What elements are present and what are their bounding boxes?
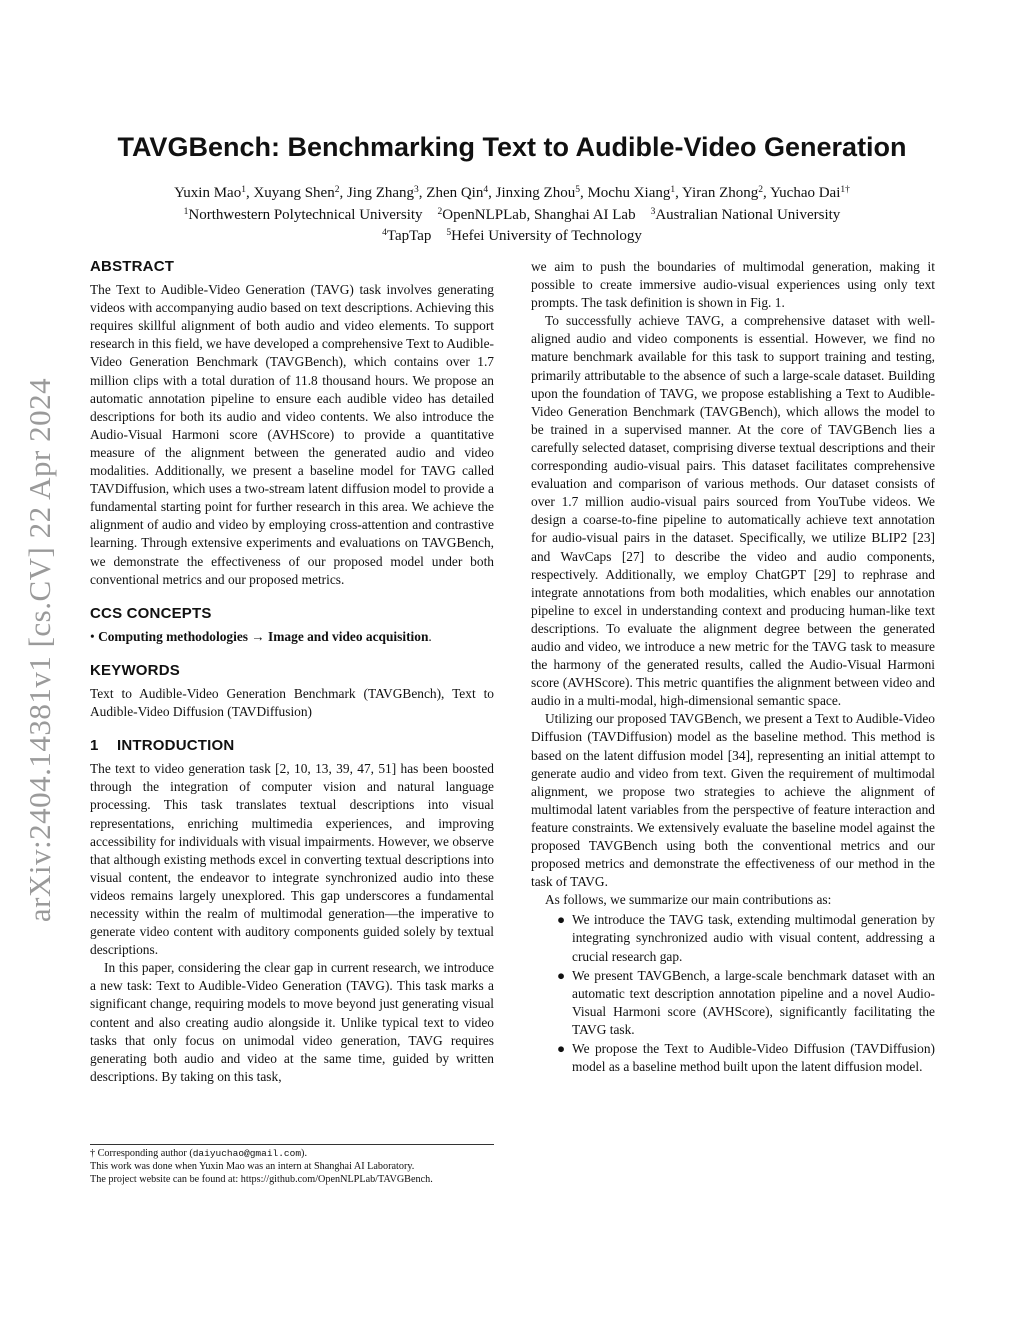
affiliation-name: Hefei University of Technology [451,228,642,244]
author-name: , Jinxing Zhou [488,185,576,201]
footnote-internship: This work was done when Yuxin Mao was an intern at Shanghai AI Laboratory. [90,1161,415,1173]
bullet-icon: ● [557,1041,566,1057]
author-list [40,183,984,205]
corresponding-email: daiyuchao@gmail.com [192,1148,302,1159]
footnote-text: † Corresponding author ( [90,1148,193,1159]
list-item [531,1040,935,1076]
affiliation-sup: 1 [183,206,189,217]
affiliation-sup: 2 [437,206,443,217]
section-title: INTRODUCTION [117,737,235,755]
right-column [531,258,935,1077]
left-column [90,258,494,1086]
affiliation-sup: 5 [446,228,452,238]
arxiv-stamp-text: arXiv:2404.14381v1 [cs.CV] 22 Apr 2024 [22,377,58,923]
ccs-item [90,628,494,646]
author-sup: 1† [840,185,850,195]
author-name: , Jing Zhang [339,185,415,201]
affiliation-name: Northwestern Polytechnical University [188,206,423,223]
author-sup: 2 [758,185,764,195]
author-sup: 1 [241,185,246,195]
section-number: 1 [90,737,99,755]
contribution-text: We introduce the TAVG task, extending multimodal generation by integrating synchronized audio with visual content, addressing a crucial research gap. [572,912,935,964]
keywords-text: Text to Audible-Video Generation Benchmark (TAVGBench), Text to Audible-Video Diffusion (TAVDiffusion) [90,685,494,720]
affiliation-sup: 4 [382,228,387,238]
affiliation-line-2 [40,226,984,248]
author-sup: 4 [483,185,489,195]
keywords-heading: KEYWORDS [90,661,180,679]
footnotes [90,1147,510,1187]
intro-paragraph-3: To successfully achieve TAVG, a comprehensive dataset with well-aligned audio and video components is essential. However, we find no mature benchmark available for this task to support training and testing, primarily attributable to the absence of such a large-scale dataset. Building upon the foundation of TAVG, we propose establishing a Text to Audible-Video Generation Benchmark (TAVGBench), which allows the model to be trained in a supervised manner. At the core of TAVGBench lies a carefully selected dataset, comprising diverse textual descriptions and their corresponding audio-visual pairs. This dataset facilitates comprehensive evaluation and comparison of various methods. Our dataset consists of over 1.7 million audio-visual pairs sourced from YouTube videos. We design a coarse-to-fine pipeline to automatically achieve text annotation for audio-visual pairs in the dataset. Specifically, we utilize BLIP2 [23] and WavCaps [27] to describe the video and audio components, respectively. Additionally, we employ ChatGPT [29] to rephrase and integrate annotations from both modalities, which enables our annotation pipeline to excel in understanding context and producing human-like text descriptions. To evaluate the alignment degree between the generated audio and video, we introduce a new metric for the TAVG task to measure the harmony of the generated results, called the Audio-Visual Harmoni score (AVHScore). This metric quantifies the alignment between video and audio in a multi-modal, high-dimensional semantic space. [531,313,935,709]
abstract-text: The Text to Audible-Video Generation (TAVG) task involves generating videos with accompanying audio based on text descriptions. Achieving this requires skillful alignment of both audio and video elements. To support research in this field, we have developed a comprehensive Text to Audible-Video Generation Benchmark (TAVGBench), which contains over 1.7 million clips with a total duration of 11.8 thousand hours. We propose an automatic annotation pipeline to ensure each audible video has detailed descriptions for both its audio and video contents. We also introduce the Audio-Visual Harmoni score (AVHScore) to provide a quantitative measure of the alignment between the generated audio and video modalities. Additionally, we present a baseline model for TAVG called TAVDiffusion, which uses a two-stream latent diffusion model to provide a fundamental starting point for further research in this area. We achieve the alignment of audio and video by employing cross-attention and contrastive learning. Through extensive experiments and evaluations on TAVGBench, we demonstrate the effectiveness of our proposed model under both conventional metrics and our proposed metrics. [90,282,494,587]
abstract-heading: ABSTRACT [90,258,175,275]
contribution-list [531,911,935,1076]
list-item [531,967,935,1039]
footnote-divider [90,1144,494,1145]
author-name: Yuxin Mao [174,185,242,201]
intro-paragraph-2: In this paper, considering the clear gap in current research, we introduce a new task: Text to Audible-Video Generation (TAVG). This task marks a significant change, requiring models to move beyond just generating visual content and also creating audio alongside it. Unlike typical text to video tasks that only focus on unimodal video generation, TAVG requires generating both audio and video at the same time, guided by written descriptions. By taking on this task, [90,960,494,1084]
contribution-text: We propose the Text to Audible-Video Diffusion (TAVDiffusion) model as a baseline method built upon the latent diffusion model. [572,1041,935,1075]
author-sup: 2 [334,185,340,195]
author-sup: 3 [414,185,419,195]
intro-paragraph-5: As follows, we summarize our main contributions as: [545,892,832,908]
footnote-project-website: The project website can be found at: https://github.com/OpenNLPLab/TAVGBench. [90,1174,433,1186]
intro-paragraph-2-continued: we aim to push the boundaries of multimodal generation, making it possible to create immersive audio-visual experiences using only text prompts. The task definition is shown in Fig. 1. [531,259,935,311]
author-sup: 5 [575,185,580,195]
affiliation-name: TapTap [386,228,432,244]
ccs-concept: Computing methodologies → Image and video acquisition [98,628,429,644]
affiliation-name: OpenNLPLab, Shanghai AI Lab [442,206,636,223]
affiliation-sup: 3 [650,206,656,217]
bullet-icon: ● [557,967,566,983]
affiliation-name: Australian National University [655,206,841,223]
list-item [531,911,935,965]
ccs-bullet: • [90,628,95,644]
author-name: , Zhen Qin [418,185,484,201]
intro-paragraph-4: Utilizing our proposed TAVGBench, we present a Text to Audible-Video Diffusion (TAVDiffusion) model as the baseline method. This method is based on the latent diffusion model [34], representing an initial attempt to generate audio and video from text. Given the requirement of multimodal alignment, we propose two strategies to achieve the alignment of multimodal latent variables from the perspective of feature interaction and feature constraints. We extensively evaluate the baseline model against the proposed TAVGBench using both the conventional metrics and our proposed metrics and demonstrate the effectiveness of our method in the task of TAVG. [531,711,935,890]
footnote-corresponding [90,1147,510,1160]
author-name: , Mochu Xiang [579,185,671,201]
author-block [40,183,984,248]
ccs-heading: CCS CONCEPTS [90,604,212,622]
footnote-text: ). [301,1148,307,1159]
author-sup: 1 [670,185,676,195]
ccs-period: . [428,628,432,644]
intro-heading [90,737,494,755]
contribution-text: We present TAVGBench, a large-scale benchmark dataset with an automatic text description annotation pipeline and a novel Audio-Visual Harmoni score (AVHScore), significantly facilitating the TAVG task. [572,967,935,1037]
bullet-icon: ● [557,912,566,928]
author-name: , Yiran Zhong [675,185,759,201]
arxiv-stamp [6,350,74,950]
affiliation-line-1 [40,205,984,227]
author-name: , Yuchao Dai [763,185,841,201]
paper-title: TAVGBench: Benchmarking Text to Audible-Video Generation [117,132,907,162]
intro-paragraph-1: The text to video generation task [2, 10, 13, 39, 47, 51] has been boosted through the integration of computer vision and natural language processing. This task translates textual descriptions into visual representations, enriching multimedia experiences, and improving accessibility for individuals with visual impairments. However, we observe that although existing methods excel in converting textual descriptions into visual content, the endeavor to integrate synchronized audio into these videos remains largely unexplored. This gap underscores a fundamental necessity within the realm of multimodal generation—the imperative to generate video content with auditory components guided solely by textual descriptions. [90,761,494,958]
author-name: , Xuyang Shen [245,185,335,201]
